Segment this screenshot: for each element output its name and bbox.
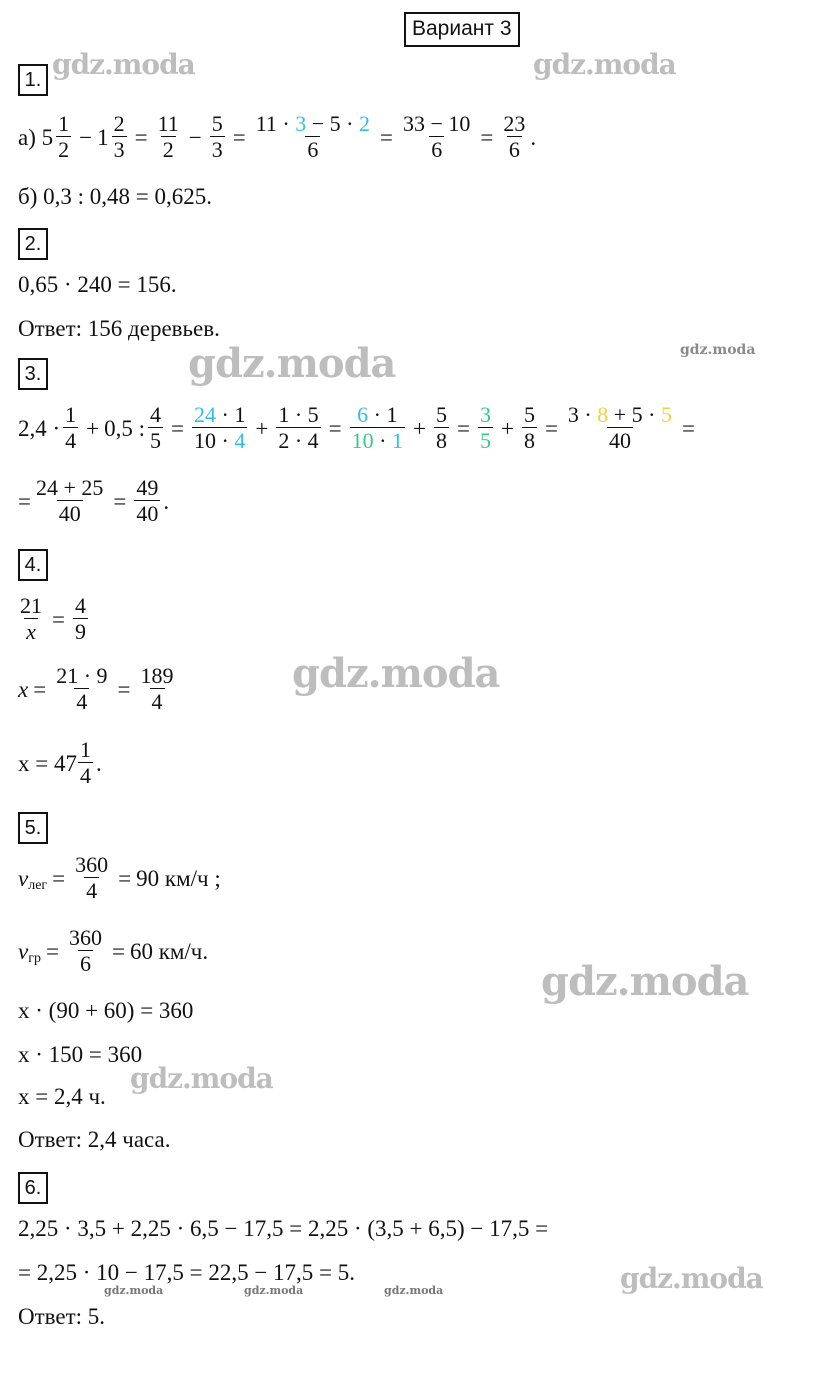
v-leg-subscript: лег [28,877,48,893]
watermark: gdz.moda [680,342,756,358]
watermark: gdz.moda [541,958,749,1005]
task2-line: 0,65 · 240 = 156. [18,272,177,297]
watermark: gdz.moda [188,340,396,387]
task4-solve: x = $\frac{21 \cdot 9}{4}$ = $\frac{189}{4}$ [18,663,174,714]
task2-answer: Ответ: 156 деревьев. [18,316,220,341]
task1-equation-a: а) 5 $\frac{1}{2}$ − 1 $\frac{2}{3}$ = $\frac{11}{2}$ − $\frac{5}{3}$ = $\frac{11 \cdot 3 - 5 \cdot 2}{6}$ = $\frac{33 - 10}{6}$ = $\frac{23}{6}$ . [18,111,537,162]
task3-equation-line1: 2,4 · $\frac{1}{4}$ + 0,5 : $\frac{4}{5}$ = $\frac{24 \cdot 1}{10 \cdot 4}$ + $\frac{1 \cdot 5}{2 \cdot 4}$ = $\frac{6 \cdot 1}{10 \cdot 1}$ + $\frac{5}{8}$ = $\frac{3}{5}$ + $\frac{5}{8}$ = $\frac{3 \cdot 8 + 5 \cdot 5}{40}$ = [18,402,695,453]
task6-line2: = 2,25 · 10 − 17,5 = 22,5 − 17,5 = 5. [18,1260,356,1285]
watermark: gdz.moda [384,1284,444,1297]
task5-speed-car: v лег = $\frac{360}{4}$ = 90 км/ч ; [18,852,221,903]
variant-title: Вариант 3 [404,12,520,47]
task3-equation-line2: = $\frac{24 + 25}{40}$ = $\frac{49}{40}$ . [18,475,170,526]
task1-a-label: а) 5 [18,124,54,150]
watermark: gdz.moda [130,1062,273,1095]
v-gr-subscript: гр [28,950,41,966]
task-number-5: 5. [18,812,48,844]
watermark: gdz.moda [104,1284,164,1297]
task-number-2: 2. [18,228,48,260]
task-number-4: 4. [18,549,48,581]
task6-answer: Ответ: 5. [18,1304,106,1329]
watermark: gdz.moda [292,650,500,697]
task4-proportion: $\frac{21}{x}$ = $\frac{4}{9}$ [20,593,86,644]
task3-lead: 2,4 · [18,415,61,441]
task5-line3: x · (90 + 60) = 360 [18,998,194,1023]
task6-line1: 2,25 · 3,5 + 2,25 · 6,5 − 17,5 = 2,25 · (3,5 + 6,5) − 17,5 = [18,1216,549,1241]
task4-result: x = 47 $\frac{1}{4}$ . [18,737,102,788]
watermark: gdz.moda [244,1284,304,1297]
task5-line5: x = 2,4 ч. [18,1084,106,1109]
watermark: gdz.moda [620,1262,763,1295]
watermark: gdz.moda [52,48,195,81]
task5-speed-truck: v гр = $\frac{360}{6}$ = 60 км/ч. [18,925,209,976]
task1-line-b: б) 0,3 : 0,48 = 0,625. [18,184,212,209]
task-number-6: 6. [18,1172,48,1204]
task4-result-label: x = 47 [18,750,77,776]
task-number-1: 1. [18,64,48,96]
watermark: gdz.moda [533,48,676,81]
task5-line4: x · 150 = 360 [18,1042,143,1067]
task5-speed2: 60 км/ч. [129,938,209,964]
task-number-3: 3. [18,358,48,390]
task5-speed1: 90 км/ч ; [136,865,221,891]
task5-answer: Ответ: 2,4 часа. [18,1127,171,1152]
